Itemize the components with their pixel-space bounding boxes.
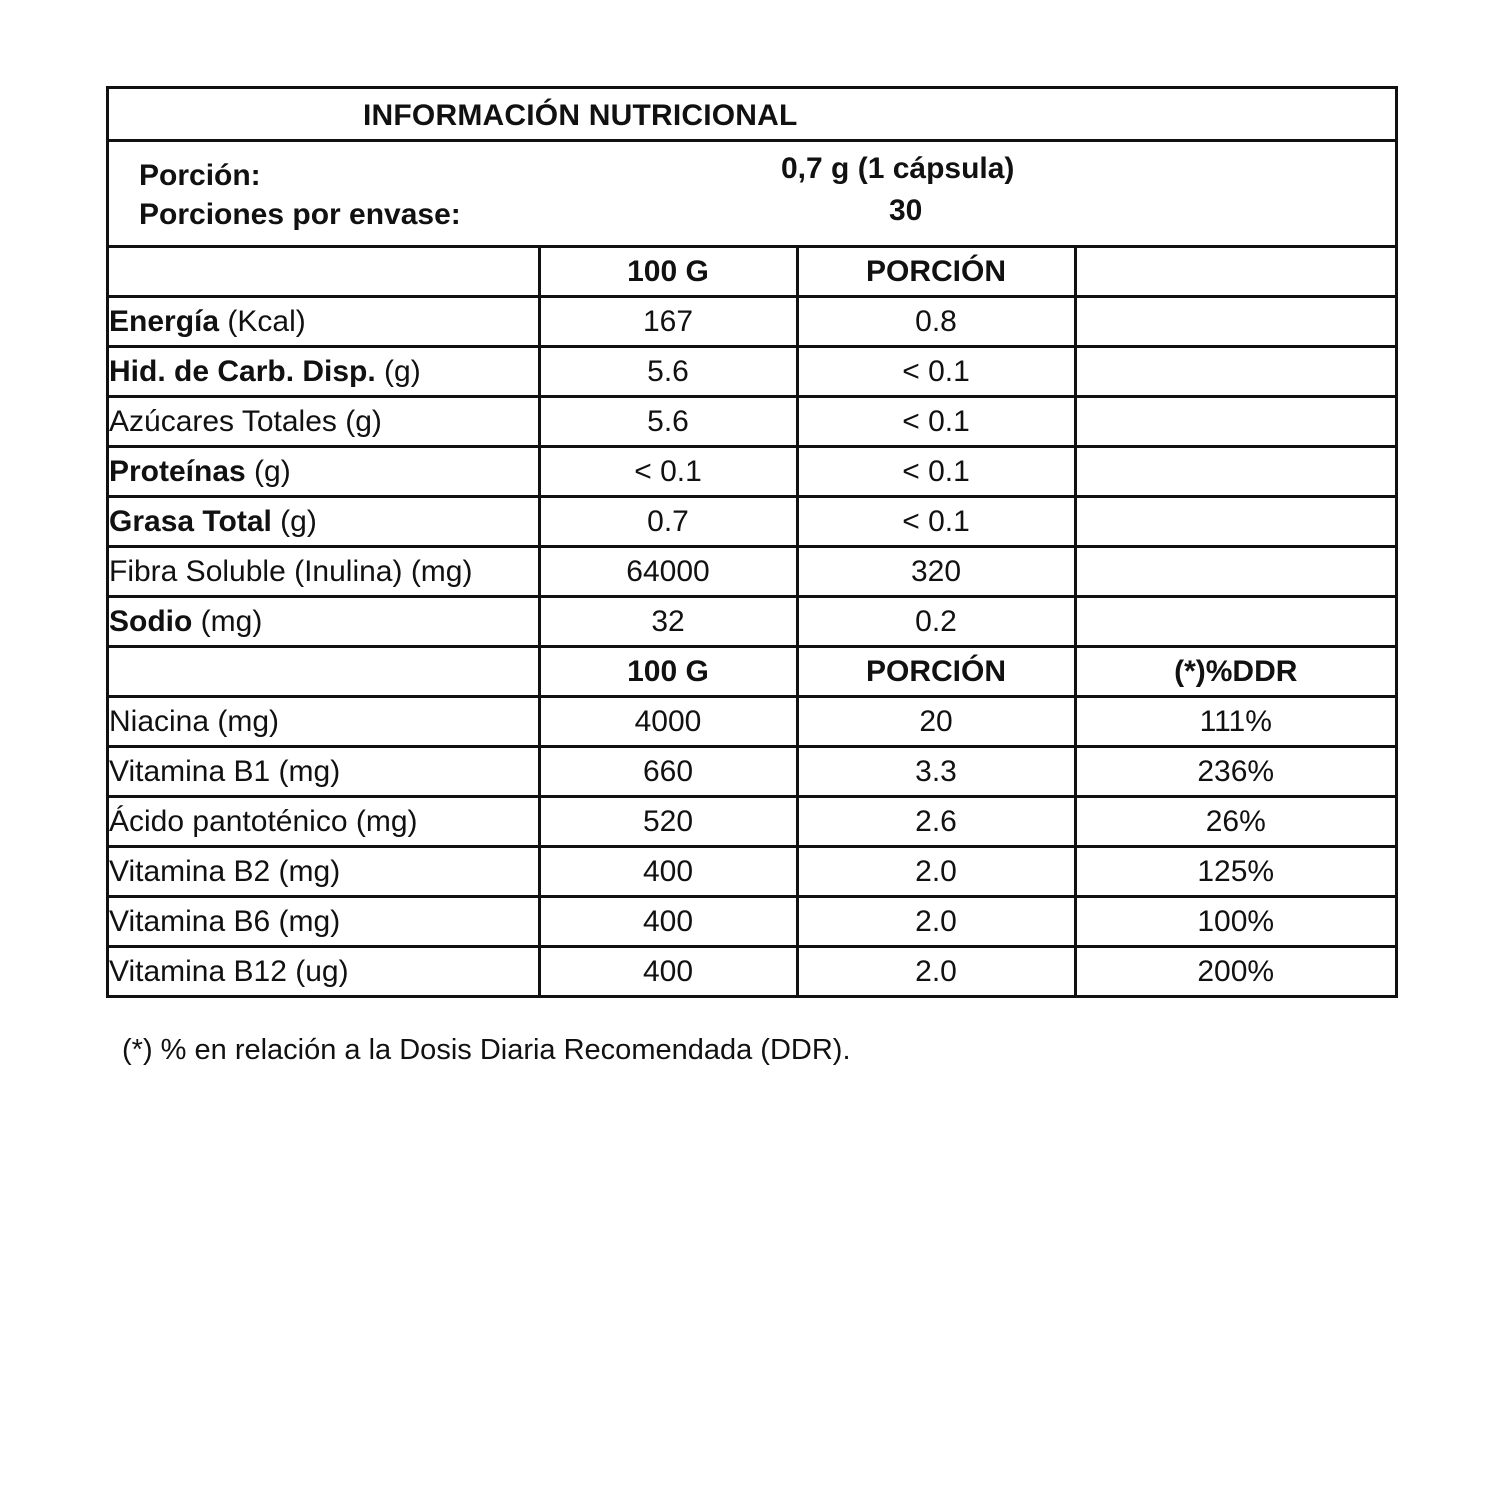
value-per-portion: < 0.1 (797, 447, 1075, 497)
nutrient-name (109, 547, 539, 597)
nutrient-name-bold: Hid. de Carb. Disp. (109, 354, 376, 388)
column-header: 100 G (539, 248, 797, 297)
nutrient-name (109, 497, 539, 547)
portion-label: Porción: (139, 159, 261, 192)
nutrient-name-bold: Energía (109, 304, 220, 338)
nutrient-unit: Azúcares Totales (g) (109, 404, 382, 438)
value-per-100g: 4000 (539, 697, 797, 747)
nutrient-unit: (g) (271, 504, 317, 538)
nutrient-unit: (Kcal) (219, 304, 306, 338)
table-row (109, 547, 1395, 597)
value-ddr: 26% (1075, 797, 1395, 847)
nutrient-name (109, 347, 539, 397)
nutrient-name: Niacina (mg) (109, 697, 539, 747)
value-per-portion: 0.8 (797, 297, 1075, 347)
nutrient-unit: (mg) (192, 604, 263, 638)
servings-per-package-label: Porciones por envase: (139, 198, 461, 231)
footnote: (*) % en relación a la Dosis Diaria Recomendada (DDR). (122, 1034, 851, 1066)
value-per-portion: < 0.1 (797, 397, 1075, 447)
nutrient-name-bold: Proteínas (109, 454, 246, 488)
value-per-portion: 2.0 (797, 947, 1075, 996)
value-per-100g: 64000 (539, 547, 797, 597)
value-per-portion: 320 (797, 547, 1075, 597)
nutrient-name: Vitamina B12 (ug) (109, 947, 539, 996)
value-ddr: 111% (1075, 697, 1395, 747)
table-header-row (109, 248, 1395, 297)
empty-cell (1075, 547, 1395, 597)
column-header: (*)%DDR (1075, 647, 1395, 697)
empty-cell (1075, 497, 1395, 547)
table-row (109, 697, 1395, 747)
value-ddr: 100% (1075, 897, 1395, 947)
nutrient-name-bold: Sodio (109, 604, 193, 638)
value-per-portion: 3.3 (797, 747, 1075, 797)
value-per-100g: 5.6 (539, 347, 797, 397)
nutrient-name (109, 597, 539, 647)
value-per-100g: 167 (539, 297, 797, 347)
nutrition-label (106, 86, 1398, 998)
value-per-100g: 32 (539, 597, 797, 647)
nutrient-name: Vitamina B1 (mg) (109, 747, 539, 797)
nutrition-table (109, 248, 1395, 995)
serving-info (109, 142, 1395, 248)
value-per-100g: 5.6 (539, 397, 797, 447)
nutrient-name: Ácido pantoténico (mg) (109, 797, 539, 847)
column-header: PORCIÓN (797, 647, 1075, 697)
title-row (109, 89, 1395, 142)
table-row (109, 397, 1395, 447)
table-row (109, 447, 1395, 497)
nutrient-unit: Fibra Soluble (Inulina) (mg) (109, 554, 473, 588)
nutrient-name (109, 297, 539, 347)
table-row (109, 347, 1395, 397)
value-per-100g: 520 (539, 797, 797, 847)
value-per-portion: 0.2 (797, 597, 1075, 647)
value-per-100g: < 0.1 (539, 447, 797, 497)
value-ddr: 125% (1075, 847, 1395, 897)
label-title: INFORMACIÓN NUTRICIONAL (363, 99, 798, 132)
table-row (109, 897, 1395, 947)
empty-cell (1075, 297, 1395, 347)
column-header (109, 248, 539, 297)
table-row (109, 797, 1395, 847)
column-header: PORCIÓN (797, 248, 1075, 297)
nutrient-name (109, 397, 539, 447)
servings-per-package-value: 30 (889, 194, 923, 227)
value-ddr: 200% (1197, 954, 1275, 988)
empty-cell (1075, 397, 1395, 447)
table-row (109, 497, 1395, 547)
nutrient-name: Vitamina B6 (mg) (109, 897, 539, 947)
empty-cell (1075, 347, 1395, 397)
value-per-portion: 2.0 (797, 847, 1075, 897)
value-per-100g: 400 (539, 947, 797, 996)
table-row (109, 947, 1395, 996)
value-per-portion: < 0.1 (797, 497, 1075, 547)
nutrient-unit: (g) (375, 354, 421, 388)
table-row (109, 747, 1395, 797)
table-row (109, 847, 1395, 897)
nutrition-table-body (109, 248, 1395, 995)
nutrient-unit: (g) (245, 454, 291, 488)
table-header-row (109, 647, 1395, 697)
table-row (109, 597, 1395, 647)
value-per-100g: 400 (539, 897, 797, 947)
nutrient-name (109, 447, 539, 497)
empty-cell (1075, 447, 1395, 497)
column-header (1075, 248, 1395, 297)
value-per-portion: < 0.1 (797, 347, 1075, 397)
value-per-portion: 20 (797, 697, 1075, 747)
column-header: 100 G (539, 647, 797, 697)
table-row (109, 297, 1395, 347)
value-per-100g: 400 (539, 847, 797, 897)
value-ddr: 236% (1075, 747, 1395, 797)
value-per-100g: 0.7 (539, 497, 797, 547)
nutrient-name: Vitamina B2 (mg) (109, 847, 539, 897)
value-per-portion: 2.6 (797, 797, 1075, 847)
value-per-100g: 660 (539, 747, 797, 797)
empty-cell (1075, 597, 1395, 647)
nutrient-name-bold: Grasa Total (109, 504, 272, 538)
portion-value: 0,7 g (1 cápsula) (781, 152, 1015, 185)
value-per-portion: 2.0 (797, 897, 1075, 947)
column-header (109, 647, 539, 697)
